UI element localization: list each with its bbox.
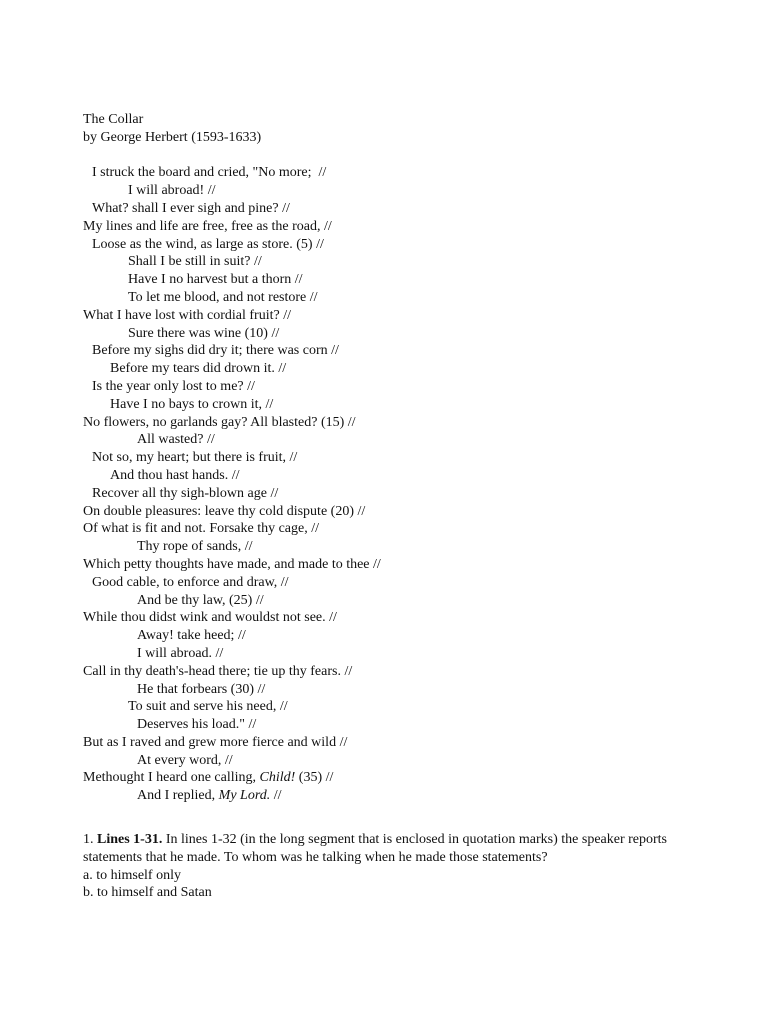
poem-line: To let me blood, and not restore // (128, 289, 318, 305)
poem-line: Methought I heard one calling, Child! (35) // (83, 770, 334, 786)
document-page (83, 111, 723, 902)
poem-line: No flowers, no garlands gay? All blasted? (15) // (83, 414, 356, 430)
poem-line: Have I no bays to crown it, // (110, 396, 274, 412)
poem-line: I will abroad! // (128, 183, 216, 199)
poem-title: The Collar (83, 112, 144, 127)
poem-line: Shall I be still in suit? // (128, 254, 262, 270)
question-1-text: 1. Lines 1-31. In lines 1-32 (in the long segment that is enclosed in quotation marks) the speaker reports statements that he made. To whom was he talking when he made those statements? (83, 832, 667, 865)
poem-line: I will abroad. // (137, 645, 224, 661)
poem-line: Deserves his load." // (137, 717, 257, 733)
poem-line: Before my tears did drown it. // (110, 361, 287, 377)
answer-option-a: a. to himself only (83, 867, 181, 883)
poem-line: What? shall I ever sigh and pine? // (92, 200, 290, 216)
poem-line: On double pleasures: leave thy cold dispute (20) // (83, 503, 366, 519)
poem-line: And I replied, My Lord. // (137, 788, 282, 804)
poem-line: My lines and life are free, free as the road, // (83, 218, 332, 234)
poem-line: Good cable, to enforce and draw, // (92, 574, 289, 590)
poem-line: Away! take heed; // (137, 628, 246, 644)
answer-option-b: b. to himself and Satan (83, 885, 212, 901)
poem-line: And be thy law, (25) // (137, 592, 264, 608)
poem-byline: by George Herbert (1593-1633) (83, 129, 262, 145)
spacer (83, 147, 723, 165)
poem-line: Call in thy death's-head there; tie up thy fears. // (83, 663, 353, 679)
question-block (83, 831, 723, 902)
poem-body (83, 164, 723, 787)
poem-line: Loose as the wind, as large as store. (5) // (92, 236, 324, 252)
poem-line: Which petty thoughts have made, and made to thee // (83, 556, 381, 572)
question-1-heading: Lines 1-31. (97, 832, 163, 848)
poem-line: To suit and serve his need, // (128, 699, 288, 715)
poem-line: Is the year only lost to me? // (92, 378, 255, 394)
poem-line: Of what is fit and not. Forsake thy cage, // (83, 521, 320, 537)
poem-line: Have I no harvest but a thorn // (128, 272, 303, 288)
poem-line: While thou didst wink and wouldst not see. // (83, 610, 337, 626)
poem-line: Before my sighs did dry it; there was corn // (92, 343, 339, 359)
poem-line: I struck the board and cried, "No more; // (92, 165, 327, 181)
poem-line: What I have lost with cordial fruit? // (83, 307, 291, 323)
poem-line: Not so, my heart; but there is fruit, // (92, 450, 298, 466)
poem-line: Recover all thy sigh-blown age // (92, 485, 279, 501)
poem-line: But as I raved and grew more fierce and wild // (83, 734, 348, 750)
poem-line: Sure there was wine (10) // (128, 325, 280, 341)
poem-line: All wasted? // (137, 432, 215, 448)
poem-line: At every word, // (137, 752, 233, 768)
poem-line: And thou hast hands. // (110, 467, 240, 483)
poem-line: Thy rope of sands, // (137, 539, 253, 555)
poem-line: He that forbears (30) // (137, 681, 266, 697)
